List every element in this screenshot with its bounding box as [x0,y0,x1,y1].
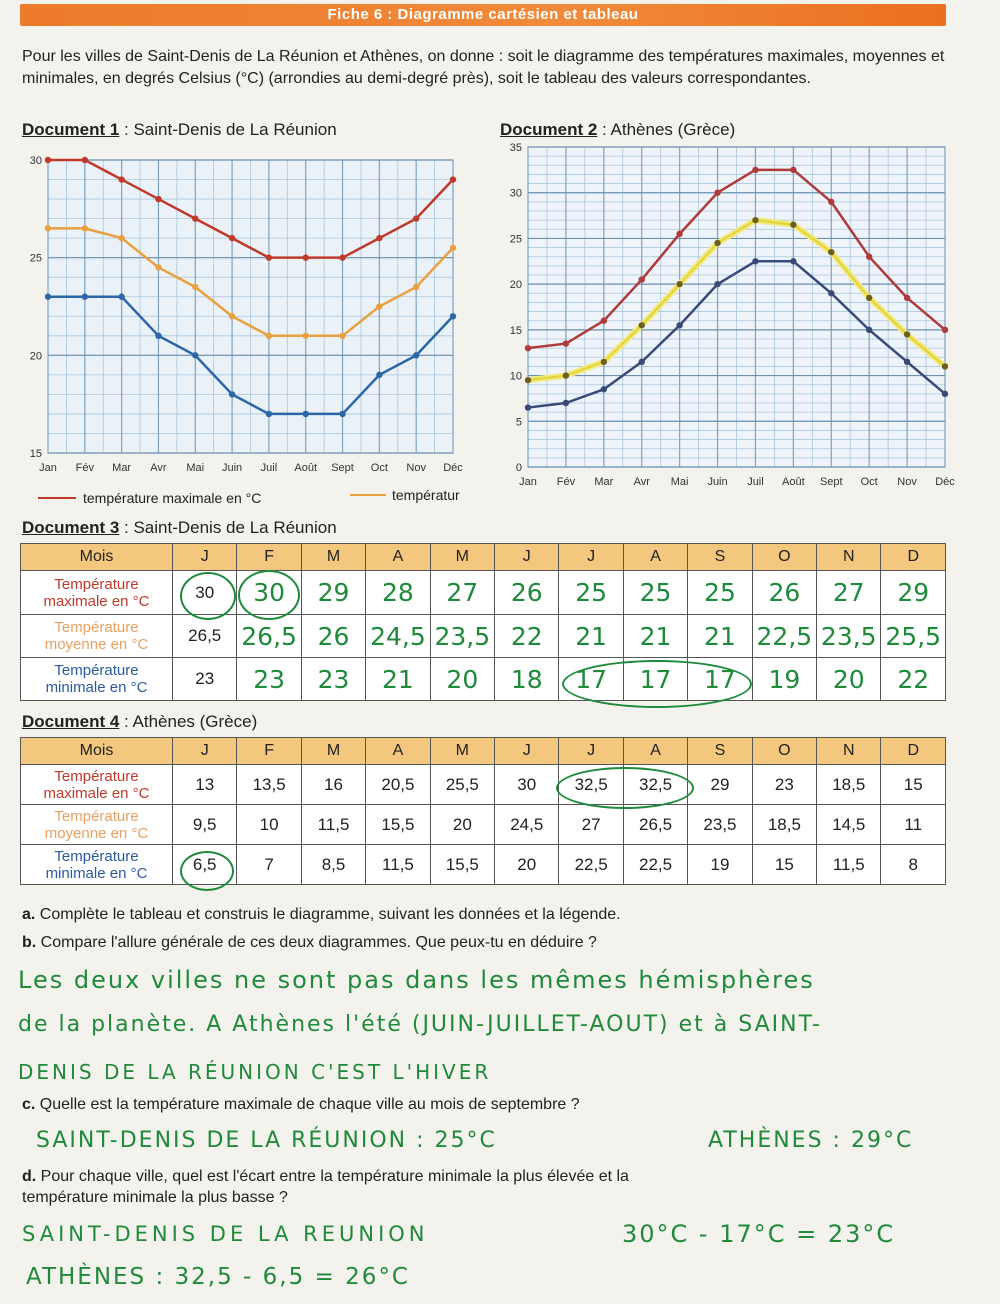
x-tick-label: Août [294,462,318,474]
circle-annotation [562,660,752,708]
data-point [563,372,569,378]
doc1-title [22,120,337,140]
table-cell: 26 [495,571,559,615]
month-header-cell: J [495,544,559,571]
data-point [82,294,88,300]
doc2-title [500,120,735,140]
table4-row-min [21,845,946,885]
data-point [229,235,235,241]
table-cell: 6,5 [173,845,237,885]
data-point [82,157,88,163]
data-point [525,345,531,351]
data-point [155,333,161,339]
table-cell: 8 [881,845,946,885]
table-cell: 24,5 [495,805,559,845]
x-tick-label: Mai [670,476,689,488]
month-header-cell: J [173,738,237,765]
row-label-max: Température maximale en °C [21,765,173,805]
table-cell: 13,5 [237,765,301,805]
table-cell: 26,5 [173,615,237,658]
data-point [676,231,682,237]
table-cell: 26 [752,571,816,615]
data-point [82,225,88,231]
data-point [192,352,198,358]
month-header-cell: O [752,544,816,571]
circle-annotation [180,851,234,891]
y-tick-label: 10 [509,370,522,383]
x-tick-label: Nov [897,476,917,488]
data-point [676,322,682,328]
table-cell: 29 [881,571,946,615]
data-point [601,386,607,392]
answer-d-athenes: ATHÈNES : 32,5 - 6,5 = 26°C [26,1264,410,1290]
table-cell: 23 [752,765,816,805]
data-point [601,318,607,324]
month-header-cell: M [430,544,494,571]
answer-d-saint-denis-calc: 30°C - 17°C = 23°C [622,1220,896,1248]
month-header-cell: N [817,738,881,765]
doc2-label: Document 2 [500,120,598,139]
doc1-label: Document 1 [22,120,120,139]
y-tick-label: 35 [509,142,522,154]
table-cell: 11 [881,805,946,845]
month-header-cell: D [881,544,946,571]
table-cell: 10 [237,805,301,845]
y-tick-label: 20 [29,350,42,363]
row-label-min: Température minimale en °C [21,845,173,885]
table-cell: 26,5 [623,805,687,845]
table-cell: 17 [688,658,752,701]
table-cell: 20,5 [366,765,430,805]
doc3-subtitle: : Saint-Denis de La Réunion [119,518,337,537]
table-cell: 30 [237,571,301,615]
doc4-label: Document 4 [22,712,120,731]
table-cell: 21 [366,658,430,701]
answer-c-saint-denis: SAINT-DENIS DE LA RÉUNION : 25°C [36,1128,497,1153]
data-point [413,215,419,221]
doc3-title [22,518,337,538]
data-point [639,276,645,282]
circle-annotation [238,570,300,620]
table-cell: 7 [237,845,301,885]
table-cell: 17 [623,658,687,701]
table3-row-max [21,571,946,615]
table-cell: 19 [752,658,816,701]
table-cell: 18,5 [752,805,816,845]
table-cell: 32,5 [623,765,687,805]
data-point [601,359,607,365]
table-cell: 30 [495,765,559,805]
table3-row-moy [21,615,946,658]
data-point [413,352,419,358]
x-tick-label: Juin [707,476,728,488]
answer-b-line1: Les deux villes ne sont pas dans les mêmes hémisphères [18,966,815,994]
data-point [413,284,419,290]
data-point [118,294,124,300]
table-cell: 11,5 [817,845,881,885]
data-point [118,176,124,182]
row-label-moy: Température moyenne en °C [21,615,173,658]
table-cell: 23 [301,658,365,701]
data-point [942,391,948,397]
month-header-cell: S [688,738,752,765]
y-tick-label: 0 [515,462,522,474]
data-point [192,284,198,290]
legend-label-max: température maximale en °C [83,490,262,506]
table4-header-row [21,738,946,765]
data-point [376,303,382,309]
month-header-cell: D [881,738,946,765]
table-cell: 27 [817,571,881,615]
data-point [376,372,382,378]
table4-mois-header: Mois [21,738,173,765]
table3-row-min [21,658,946,701]
data-point [376,235,382,241]
data-point [339,333,345,339]
table-cell: 23,5 [430,615,494,658]
table-cell: 17 [559,658,623,701]
table-cell: 22 [495,615,559,658]
data-point [45,294,51,300]
table3-header-row [21,544,946,571]
data-point [525,404,531,410]
table4-row-max [21,765,946,805]
table-cell: 29 [301,571,365,615]
x-tick-label: Mai [186,462,205,474]
table-cell: 25 [688,571,752,615]
table-cell: 15,5 [430,845,494,885]
data-point [45,225,51,231]
doc3-label: Document 3 [22,518,120,537]
data-point [904,359,910,365]
table-cell: 18,5 [817,765,881,805]
data-point [828,199,834,205]
data-point [563,400,569,406]
x-tick-label: Oct [370,462,388,474]
data-point [266,254,272,260]
month-header-cell: F [237,544,301,571]
data-point [866,254,872,260]
legend-label-moy: températur [392,487,460,503]
y-tick-label: 15 [29,448,42,460]
table-cell: 19 [688,845,752,885]
question-b: b. Compare l'allure générale de ces deux diagrammes. Que peux-tu en déduire ? [22,934,597,951]
table-cell: 22,5 [752,615,816,658]
answer-b-line2: de la planète. A Athènes l'été (JUIN-JUILLET-AOUT) et à SAINT- [18,1012,822,1037]
answer-b-line3: DENIS DE LA RÉUNION C'EST L'HIVER [18,1060,492,1084]
data-point [904,331,910,337]
table-cell: 32,5 [559,765,623,805]
data-point [790,222,796,228]
data-point [714,190,720,196]
data-point [790,167,796,173]
x-tick-label: Fév [75,462,94,474]
data-point [229,313,235,319]
table-cell: 13 [173,765,237,805]
x-tick-label: Fév [556,476,576,488]
data-point [714,281,720,287]
data-point [450,313,456,319]
data-point [790,258,796,264]
question-c: c. Quelle est la température maximale de chaque ville au mois de septembre ? [22,1096,580,1113]
month-header-cell: O [752,738,816,765]
data-point [450,245,456,251]
doc4-title [22,712,257,732]
x-tick-label: Déc [443,462,463,474]
doc4-subtitle: : Athènes (Grèce) [119,712,258,731]
x-tick-label: Déc [935,476,955,488]
table-saint-denis [20,543,946,701]
table-cell: 20 [430,658,494,701]
data-point [339,411,345,417]
x-tick-label: Sept [819,476,843,488]
data-point [303,254,309,260]
table-cell: 20 [495,845,559,885]
table-cell: 20 [430,805,494,845]
question-a: a. Complète le tableau et construis le diagramme, suivant les données et la légende. [22,906,621,923]
row-label-min: Température minimale en °C [21,658,173,701]
month-header-cell: A [623,544,687,571]
data-point [942,327,948,333]
data-point [339,254,345,260]
question-d: d. Pour chaque ville, quel est l'écart entre la température minimale la plus élevée et la température minimale la plus basse ? [22,1168,629,1206]
table-cell: 14,5 [817,805,881,845]
y-tick-label: 20 [509,279,522,292]
table-cell: 24,5 [366,615,430,658]
data-point [752,167,758,173]
month-header-cell: A [366,544,430,571]
x-tick-label: Jan [519,476,537,488]
table-cell: 9,5 [173,805,237,845]
table-cell: 29 [688,765,752,805]
y-tick-label: 25 [509,233,522,246]
x-tick-label: Mar [112,462,132,474]
data-point [904,295,910,301]
table-cell: 15,5 [366,805,430,845]
doc2-subtitle: : Athènes (Grèce) [597,120,736,139]
data-point [942,363,948,369]
data-point [752,217,758,223]
data-point [752,258,758,264]
data-point [192,215,198,221]
data-point [676,281,682,287]
y-tick-label: 30 [509,187,522,200]
data-point [714,240,720,246]
table-cell: 18 [495,658,559,701]
table-cell: 16 [301,765,365,805]
table-cell: 25 [559,571,623,615]
x-tick-label: Oct [860,476,878,488]
month-header-cell: M [301,544,365,571]
data-point [639,322,645,328]
month-header-cell: F [237,738,301,765]
month-header-cell: S [688,544,752,571]
x-tick-label: Mar [594,476,614,488]
data-point [828,290,834,296]
x-tick-label: Jan [39,462,57,474]
table-cell: 20 [817,658,881,701]
table4-row-moy [21,805,946,845]
table-cell: 25,5 [430,765,494,805]
month-header-cell: J [559,544,623,571]
data-point [303,333,309,339]
table-cell: 25,5 [881,615,946,658]
y-tick-label: 5 [515,416,522,429]
table-cell: 22,5 [559,845,623,885]
row-label-moy: Température moyenne en °C [21,805,173,845]
data-point [866,295,872,301]
table-cell: 23,5 [688,805,752,845]
month-header-cell: A [623,738,687,765]
table-cell: 27 [430,571,494,615]
data-point [266,333,272,339]
circle-annotation [180,572,236,620]
table-cell: 30 [173,571,237,615]
data-point [155,196,161,202]
x-tick-label: Juil [747,476,764,488]
worksheet-banner: Fiche 6 : Diagramme cartésien et tableau [20,4,946,26]
table-cell: 23 [237,658,301,701]
table-cell: 26 [301,615,365,658]
y-tick-label: 30 [29,155,42,167]
y-tick-label: 25 [29,252,42,265]
data-point [450,176,456,182]
table-cell: 8,5 [301,845,365,885]
chart-athenes [488,140,958,500]
table-cell: 22 [881,658,946,701]
answer-d-saint-denis-label: SAINT-DENIS DE LA REUNION [22,1222,429,1246]
data-point [866,327,872,333]
x-tick-label: Avr [150,462,167,474]
table-cell: 22,5 [623,845,687,885]
x-tick-label: Sept [331,462,354,474]
data-point [303,411,309,417]
x-tick-label: Nov [406,462,426,474]
table-cell: 15 [881,765,946,805]
data-point [155,264,161,270]
month-header-cell: J [559,738,623,765]
data-point [266,411,272,417]
month-header-cell: M [430,738,494,765]
table-cell: 21 [559,615,623,658]
x-tick-label: Avr [633,476,650,488]
table-athenes [20,737,946,885]
table-cell: 15 [752,845,816,885]
chart-saint-denis [0,140,480,515]
table-cell: 28 [366,571,430,615]
table-cell: 23 [173,658,237,701]
table-cell: 23,5 [817,615,881,658]
month-header-cell: A [366,738,430,765]
data-point [639,359,645,365]
table3-mois-header: Mois [21,544,173,571]
table-cell: 11,5 [301,805,365,845]
data-point [45,157,51,163]
table-cell: 26,5 [237,615,301,658]
month-header-cell: M [301,738,365,765]
intro-text: Pour les villes de Saint-Denis de La Réunion et Athènes, on donne : soit le diagramme des températures maximales, moyennes et minimales, en degrés Celsius (°C) (arrondies au demi-degré près), soit le tableau des valeurs correspondantes. [22,48,945,87]
table-cell: 21 [623,615,687,658]
x-tick-label: Juil [260,462,278,474]
table-cell: 11,5 [366,845,430,885]
data-point [118,235,124,241]
data-point [563,340,569,346]
table-cell: 25 [623,571,687,615]
x-tick-label: Juin [221,462,243,474]
row-label-max: Température maximale en °C [21,571,173,615]
data-point [828,249,834,255]
circle-annotation [556,767,694,809]
y-tick-label: 15 [509,324,522,337]
x-tick-label: Août [782,476,805,488]
answer-c-athenes: ATHÈNES : 29°C [708,1128,914,1153]
data-point [525,377,531,383]
data-point [229,391,235,397]
month-header-cell: J [495,738,559,765]
month-header-cell: J [173,544,237,571]
table-cell: 21 [688,615,752,658]
table-cell: 27 [559,805,623,845]
doc1-subtitle: : Saint-Denis de La Réunion [119,120,337,139]
month-header-cell: N [817,544,881,571]
